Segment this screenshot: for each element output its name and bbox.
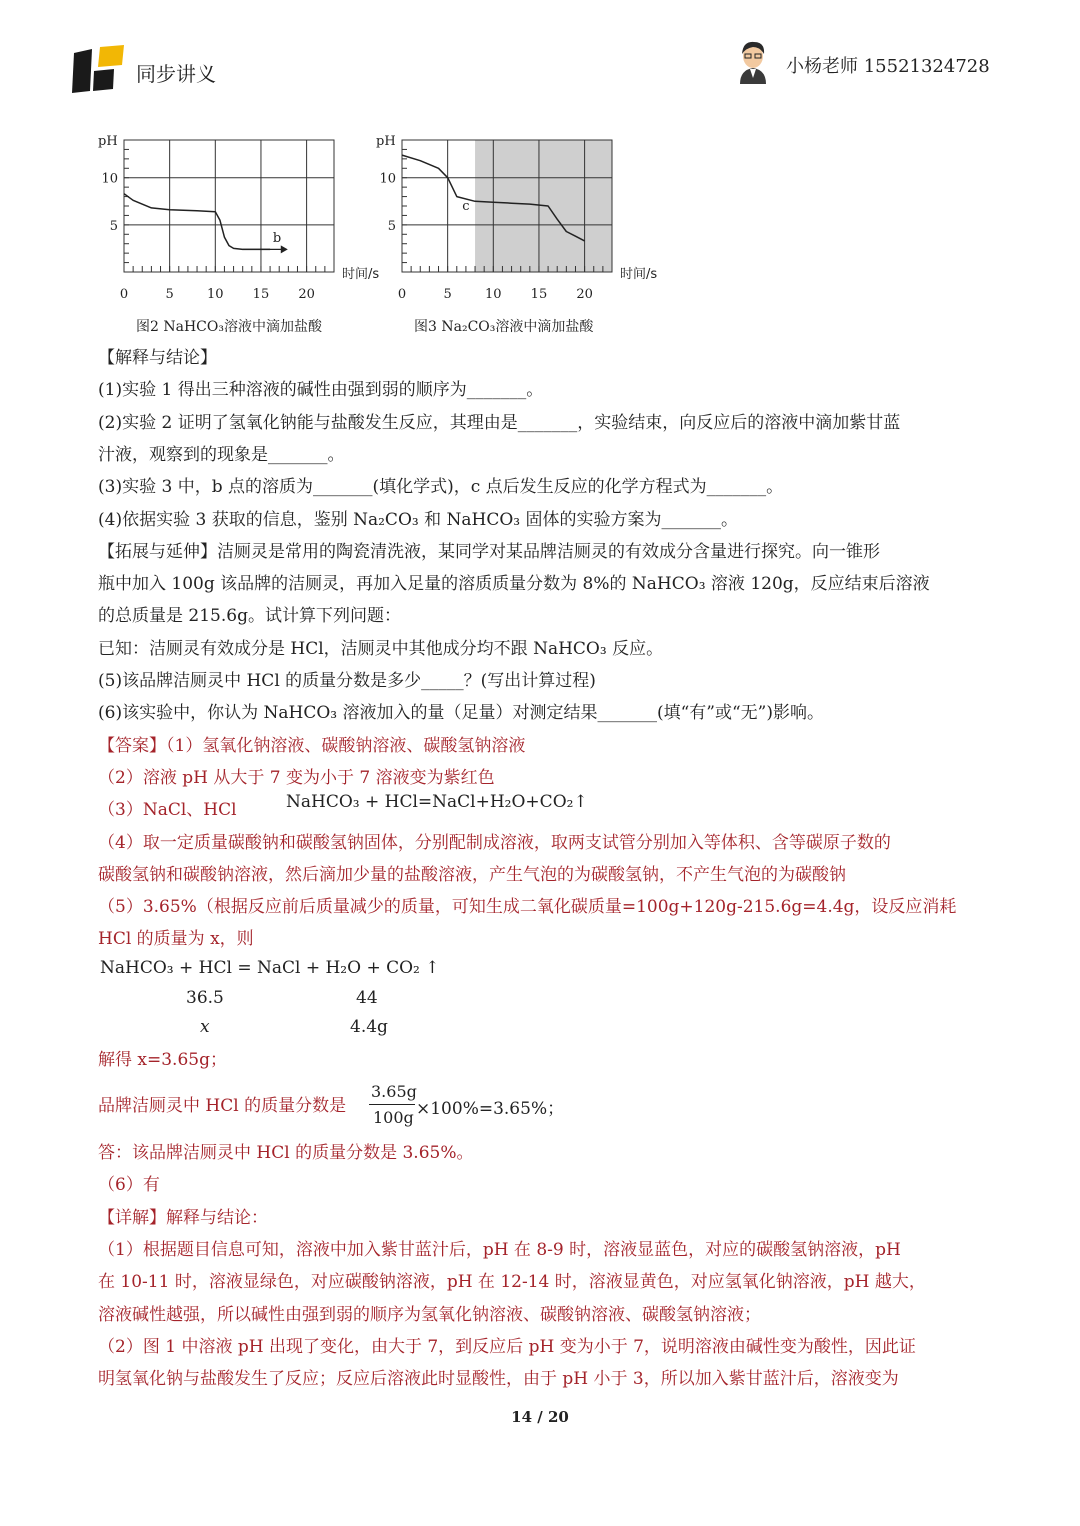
text-line: HCl 的质量为 x，则 <box>98 929 254 950</box>
fraction-suffix: ×100%=3.65%； <box>416 1099 565 1119</box>
text-line: (5)该品牌洁厕灵中 HCl 的质量分数是多少_____？(写出计算过程) <box>98 671 596 691</box>
text-line: 汁液，观察到的现象是_______。 <box>98 444 345 465</box>
calc-val-co2: 4.4g <box>350 1017 388 1037</box>
x-tick-label: 0 <box>397 287 407 302</box>
y-tick-label: 10 <box>101 171 118 187</box>
x-tick-label: 15 <box>530 287 548 302</box>
text-line: 【解释与结论】 <box>98 348 217 368</box>
text-line: （1）根据题目信息可知，溶液中加入紫甘蓝汁后，pH 在 8-9 时，溶液显蓝色，对应的碳酸氢钠溶液，pH <box>98 1239 901 1260</box>
page-number: 14 / 20 <box>511 1408 569 1426</box>
x-tick-label: 5 <box>443 287 452 302</box>
text-line: （3）NaCl、HCl <box>98 800 237 821</box>
text-line: 解得 x=3.65g； <box>98 1050 227 1070</box>
plot-frame <box>124 140 334 272</box>
x-tick-label: 20 <box>298 287 315 302</box>
y-tick-label: 10 <box>379 171 396 187</box>
text-line: 【拓展与延伸】洁厕灵是常用的陶瓷清洗液，某同学对某品牌洁厕灵的有效成分含量进行探究。向一锥形 <box>98 541 880 562</box>
text-line: 答：该品牌洁厕灵中 HCl 的质量分数是 3.65%。 <box>98 1143 474 1163</box>
teacher-avatar <box>732 38 774 84</box>
text-line: (3)实验 3 中，b 点的溶质为_______(填化学式)，c 点后发生反应的化学方程式为_______。 <box>98 477 784 498</box>
x-tick-label: 0 <box>119 287 129 302</box>
teacher-contact: 小杨老师 15521324728 <box>786 56 990 77</box>
text-line: 碳酸氢钠和碳酸钠溶液，然后滴加少量的盐酸溶液，产生气泡的为碳酸氢钠，不产生气泡的为碳酸钠 <box>98 864 846 885</box>
x-axis-label: 时间/s <box>342 267 380 282</box>
series-line <box>124 194 270 250</box>
text-line: （2）溶液 pH 从大于 7 变为小于 7 溶液变为紫红色 <box>98 767 495 788</box>
point-b-label: b <box>272 230 282 246</box>
text-line: 的总质量是 215.6g。试计算下列问题： <box>98 606 401 627</box>
text-line: 瓶中加入 100g 该品牌的洁厕灵，再加入足量的溶质质量分数为 8%的 NaHCO₃ 溶液 120g，反应结束后溶液 <box>98 574 930 595</box>
figure-3-caption: 图3 Na₂CO₃溶液中滴加盐酸 <box>414 319 594 335</box>
calc-mass-co2: 44 <box>356 988 378 1008</box>
arrow-head <box>281 245 288 253</box>
calc-mass-hcl: 36.5 <box>186 988 224 1008</box>
page-header <box>0 0 1080 110</box>
text-line: (4)依据实验 3 获取的信息，鉴别 Na₂CO₃ 和 NaHCO₃ 固体的实验方案为_______。 <box>98 509 738 530</box>
figure-3-chart <box>374 128 674 308</box>
x-tick-label: 10 <box>207 287 224 302</box>
y-axis-label: pH <box>98 134 118 149</box>
text-line: 【详解】解释与结论： <box>98 1207 268 1228</box>
x-tick-label: 5 <box>165 287 174 302</box>
figure-2-caption: 图2 NaHCO₃溶液中滴加盐酸 <box>136 319 322 335</box>
answer-3-equation: NaHCO₃ + HCl=NaCl+H₂O+CO₂↑ <box>286 792 588 812</box>
text-line: 在 10-11 时，溶液显绿色，对应碳酸钠溶液，pH 在 12-14 时，溶液显黄色，对应氢氧化钠溶液，pH 越大， <box>98 1272 926 1293</box>
point-c-label: c <box>462 198 470 214</box>
figure-2-chart <box>96 128 396 308</box>
text-line: （2）图 1 中溶液 pH 出现了变化，由大于 7，到反应后 pH 变为小于 7，说明溶液由碱性变为酸性，因此证 <box>98 1336 916 1357</box>
y-tick-label: 5 <box>387 218 396 234</box>
text-line: (1)实验 1 得出三种溶液的碱性由强到弱的顺序为_______。 <box>98 380 544 401</box>
brand-name: 同步讲义 <box>136 62 216 86</box>
fraction-numerator: 3.65g <box>371 1082 417 1101</box>
text-line: (2)实验 2 证明了氢氧化钠能与盐酸发生反应，其理由是_______，实验结束，向反应后的溶液中滴加紫甘蓝 <box>98 412 901 433</box>
text-line: （5）3.65%（根据反应前后质量减少的质量，可知生成二氧化碳质量=100g+120g-215.6g=4.4g，设反应消耗 <box>98 897 957 918</box>
x-axis-label: 时间/s <box>620 267 658 282</box>
text-line: 溶液碱性越强，所以碱性由强到弱的顺序为氢氧化钠溶液、碳酸钠溶液、碳酸氢钠溶液； <box>98 1304 761 1325</box>
text-line: 【答案】（1）氢氧化钠溶液、碳酸钠溶液、碳酸氢钠溶液 <box>98 735 526 756</box>
brand-logo-icon <box>70 45 126 95</box>
x-tick-label: 15 <box>252 287 270 302</box>
y-axis-label: pH <box>376 134 396 149</box>
text-line: （6）有 <box>98 1175 160 1196</box>
calc-equation: NaHCO₃ + HCl = NaCl + H₂O + CO₂ ↑ <box>100 958 440 978</box>
text-line: (6)该实验中，你认为 NaHCO₃ 溶液加入的量（足量）对测定结果_______(填“有”或“无”)影响。 <box>98 703 825 724</box>
text-line: 已知：洁厕灵有效成分是 HCl，洁厕灵中其他成分均不跟 NaHCO₃ 反应。 <box>98 638 664 659</box>
x-tick-label: 10 <box>485 287 502 302</box>
fraction-prefix: 品牌洁厕灵中 HCl 的质量分数是 <box>98 1096 347 1116</box>
y-tick-label: 5 <box>109 218 118 234</box>
fraction-bar <box>369 1104 415 1105</box>
text-line: （4）取一定质量碳酸钠和碳酸氢钠固体，分别配制成溶液，取两支试管分别加入等体积、含等碳原子数的 <box>98 832 891 853</box>
x-tick-label: 20 <box>576 287 593 302</box>
fraction-denominator: 100g <box>373 1108 414 1127</box>
calc-var-x: x <box>200 1017 210 1037</box>
text-line: 明氢氧化钠与盐酸发生了反应；反应后溶液此时显酸性，由于 pH 小于 3，所以加入紫甘蓝汁后，溶液变为 <box>98 1369 899 1390</box>
